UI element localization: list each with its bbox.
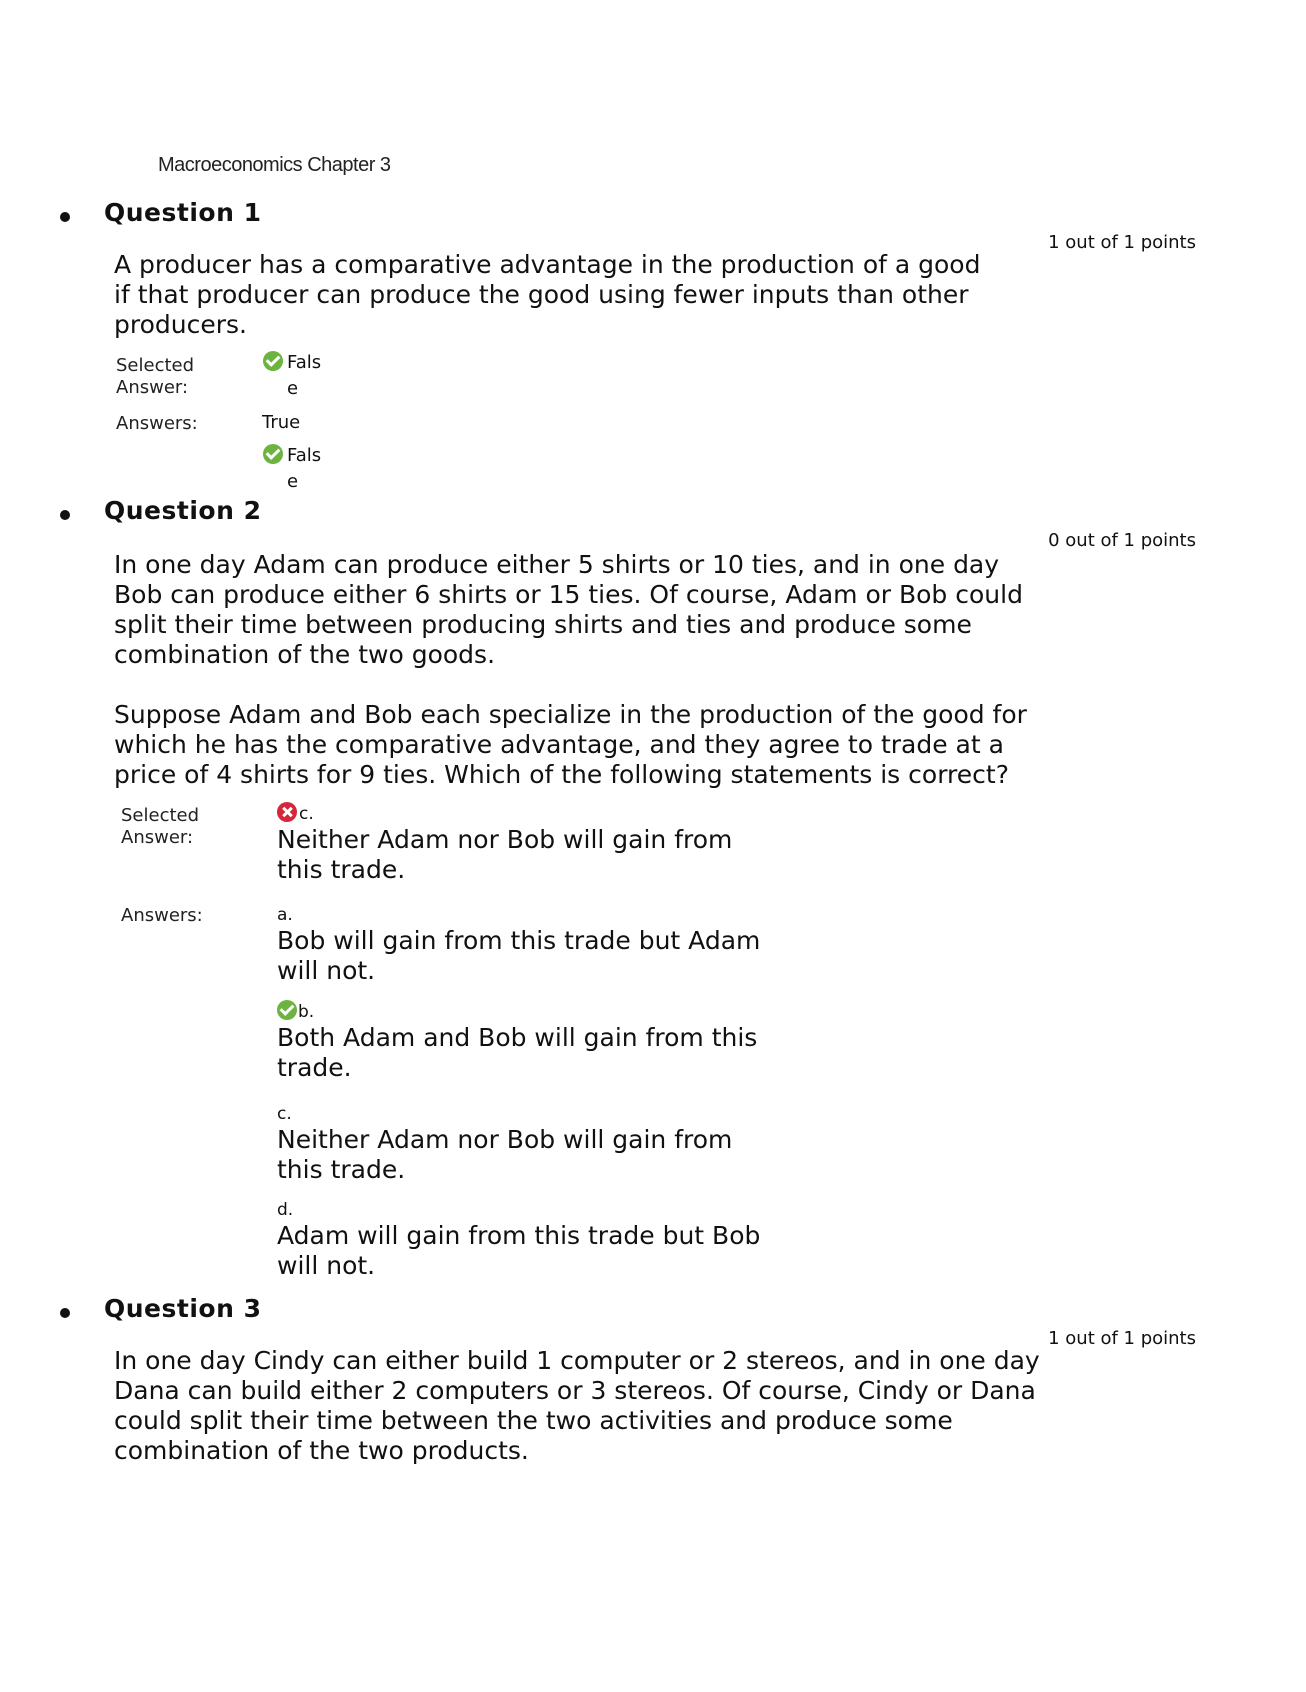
question-1-answer-true: True	[262, 412, 301, 433]
question-2-points: 0 out of 1 points	[1048, 530, 1196, 551]
question-2-text	[114, 550, 1049, 790]
bullet-icon	[60, 510, 70, 520]
question-2-paragraph-2: Suppose Adam and Bob each specialize in the production of the good for which he has the comparative advantage, and they agree to trade at a price of 4 shirts for 9 ties. Which of the following statements is correct?	[114, 700, 1027, 789]
question-2-option-a: a. Bob will gain from this trade but Adam will not.	[277, 905, 761, 985]
check-circle-icon	[263, 351, 283, 371]
selected-answer-label: Selected Answer:	[116, 355, 195, 398]
selected-answer-label: Selected Answer:	[121, 805, 200, 848]
question-3-text: In one day Cindy can either build 1 computer or 2 stereos, and in one day Dana can build either 2 computers or 3 stereos. Of course, Cindy or Dana could split their time between the two activities and produce some combination of the two products.	[114, 1346, 1040, 1465]
question-3-heading: Question 3	[104, 1294, 262, 1323]
question-2-heading: Question 2	[104, 496, 262, 525]
question-2-option-c: c. Neither Adam nor Bob will gain from this trade.	[277, 1104, 733, 1184]
bullet-icon	[60, 1308, 70, 1318]
question-1-heading: Question 1	[104, 198, 262, 227]
bullet-icon	[60, 212, 70, 222]
check-circle-icon	[277, 1000, 297, 1020]
check-circle-icon	[263, 444, 283, 464]
question-1-text: A producer has a comparative advantage in the production of a good if that producer can produce the good using fewer inputs than other producers.	[114, 250, 981, 339]
question-2-option-d: d. Adam will gain from this trade but Bob will not.	[277, 1200, 761, 1280]
question-2-option-b: b. Both Adam and Bob will gain from this trade.	[277, 1002, 758, 1082]
document-title: Macroeconomics Chapter 3	[158, 154, 391, 176]
question-1-points: 1 out of 1 points	[1048, 232, 1196, 253]
question-3-points: 1 out of 1 points	[1048, 1328, 1196, 1349]
question-2-paragraph-1: In one day Adam can produce either 5 shirts or 10 ties, and in one day Bob can produce either 6 shirts or 15 ties. Of course, Adam or Bob could split their time between producing shirts and ties and produce some combination of the two goods.	[114, 550, 1023, 669]
question-1-selected-answer: False	[263, 350, 327, 402]
question-2-selected-answer: c. Neither Adam nor Bob will gain from this trade.	[277, 804, 733, 884]
question-1-answer-false: False	[263, 443, 327, 495]
answers-label: Answers:	[116, 413, 198, 434]
answers-label: Answers:	[121, 905, 203, 926]
x-circle-icon	[277, 802, 297, 822]
